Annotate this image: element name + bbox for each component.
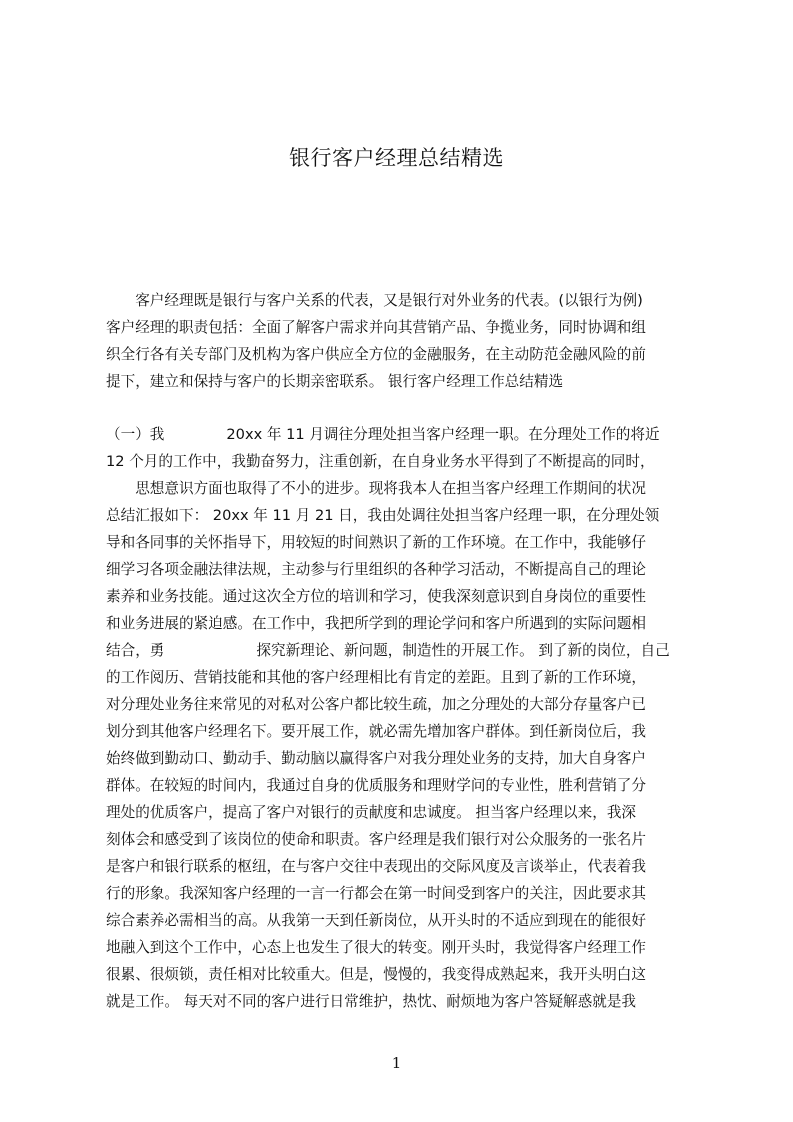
section-first-line-text: 20xx 年 11 月调往分理处担当客户经理一职。在分理处工作的将近 bbox=[226, 426, 660, 443]
body-line: 总结汇报如下： 20xx 年 11 月 21 日，我由处调往处担当客户经理一职，在分理处领 bbox=[106, 507, 660, 524]
body-line: 综合素养必需相当的高。从我第一天到任新岗位，从开头时的不适应到现在的能很好 bbox=[106, 912, 646, 929]
body-line: 和业务进展的紧迫感。在工作中，我把所学到的理论学问和客户所遇到的实际问题相 bbox=[106, 615, 646, 632]
body-line bbox=[106, 641, 700, 661]
body-line: 思想意识方面也取得了不小的进步。现将我本人在担当客户经理工作期间的状况 bbox=[106, 480, 646, 497]
body-line: 始终做到勤动口、勤动手、勤动脑以赢得客户对我分理处业务的支持，加大自身客户 bbox=[106, 750, 646, 767]
page-title: 银行客户经理总结精选 bbox=[289, 146, 504, 170]
body-line: 就是工作。 每天对不同的客户进行日常维护，热忱、耐烦地为客户答疑解惑就是我 bbox=[106, 993, 637, 1010]
body-line: 理处的优质客户，提高了客户对银行的贡献度和忠诚度。 担当客户经理以来，我深 bbox=[106, 804, 637, 821]
body-line: 导和各同事的关怀指导下，用较短的时间熟识了新的工作环境。在工作中，我能够仔 bbox=[106, 534, 646, 551]
body-line: 的工作阅历、营销技能和其他的客户经理相比有肯定的差距。且到了新的工作环境， bbox=[106, 669, 646, 686]
body-line: 很累、很烦锁，责任相对比较重大。但是，慢慢的，我变得成熟起来，我开头明白这 bbox=[106, 966, 646, 983]
body-line: 是客户和银行联系的枢纽，在与客户交往中表现出的交际风度及言谈举止，代表着我 bbox=[106, 858, 646, 875]
intro-line: 客户经理的职责包括：全面了解客户需求并向其营销产品、争揽业务，同时协调和组 bbox=[106, 319, 646, 336]
body-line: 12 个月的工作中，我勤奋努力，注重创新，在自身业务水平得到了不断提高的同时， bbox=[106, 453, 655, 470]
brave-line-rest: 探究新理论、新问题，制造性的开展工作。 到了新的岗位，自己 bbox=[256, 642, 670, 659]
body-line: 细学习各项金融法律法规，主动参与行里组织的各种学习活动，不断提高自己的理论 bbox=[106, 561, 646, 578]
body-line: 地融入到这个工作中，心态上也发生了很大的转变。刚开头时，我觉得客户经理工作 bbox=[106, 939, 646, 956]
body-line: 群体。在较短的时间内，我通过自身的优质服务和理财学问的专业性，胜利营销了分 bbox=[106, 777, 646, 794]
body-line: 行的形象。我深知客户经理的一言一行都会在第一时间受到客户的关注，因此要求其 bbox=[106, 885, 646, 902]
intro-line: 提下，建立和保持与客户的长期亲密联系。 银行客户经理工作总结精选 bbox=[106, 373, 564, 390]
body-line: 刻体会和感受到了该岗位的使命和职责。客户经理是我们银行对公众服务的一张名片 bbox=[106, 831, 646, 848]
intro-line: 客户经理既是银行与客户关系的代表，又是银行对外业务的代表。(以银行为例) bbox=[106, 292, 643, 309]
page-number: 1 bbox=[391, 1054, 402, 1072]
brave-line-prefix: 结合，勇 bbox=[106, 642, 165, 659]
section-first-line bbox=[106, 425, 700, 445]
body-line: 素养和业务技能。通过这次全方位的培训和学习，使我深刻意识到自身岗位的重要性 bbox=[106, 588, 646, 605]
body-line: 划分到其他客户经理名下。要开展工作，就必需先增加客户群体。到任新岗位后，我 bbox=[106, 723, 646, 740]
section-heading: （一）我 bbox=[106, 426, 165, 443]
body-line: 对分理处业务往来常见的对私对公客户都比较生疏，加之分理处的大部分存量客户已 bbox=[106, 696, 646, 713]
intro-line: 织全行各有关专部门及机构为客户供应全方位的金融服务，在主动防范金融风险的前 bbox=[106, 346, 646, 363]
